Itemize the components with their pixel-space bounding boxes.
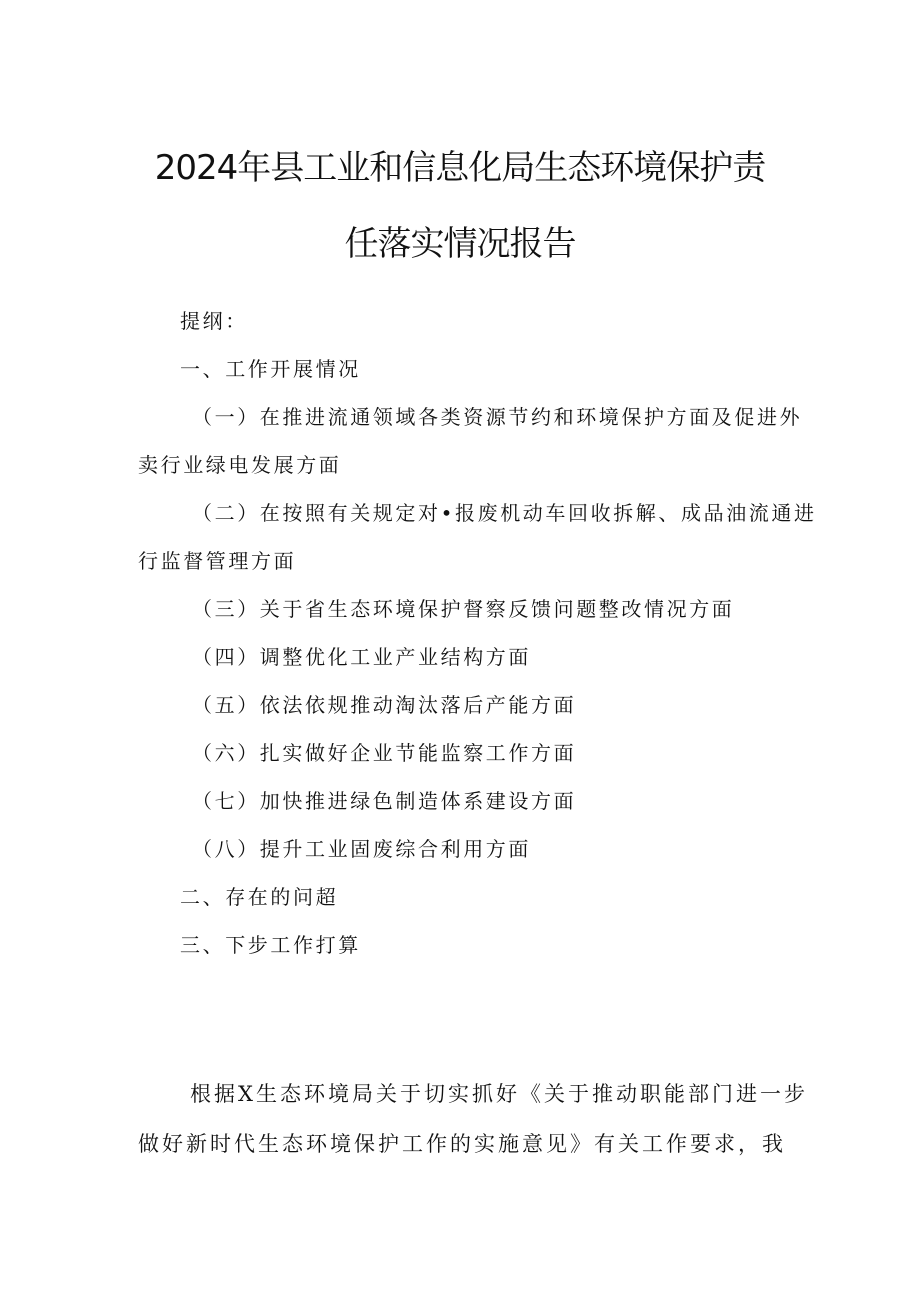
outline-item-1-line-1: （一）在推进流通领域各类资源节约和环境保护方面及促进外 bbox=[192, 405, 803, 429]
outline-section-1: 一、工作开展情况 bbox=[180, 357, 361, 381]
outline-item-2-line-1: （二）在按照有关规定对•报废机动车回收拆解、成品油流通进 bbox=[192, 501, 817, 525]
outline-section-2: 二、存在的问超 bbox=[180, 885, 339, 909]
outline-item-7: （七）加快推进绿色制造体系建设方面 bbox=[192, 789, 577, 813]
document-title-line-2: 任落实情况报告 bbox=[344, 224, 576, 264]
outline-item-1-line-2: 卖行业绿电发展方面 bbox=[138, 453, 342, 477]
outline-item-8: （八）提升工业固废综合利用方面 bbox=[192, 837, 531, 861]
outline-item-2-line-2: 行监督管理方面 bbox=[138, 549, 297, 573]
outline-label: 提纲： bbox=[180, 309, 248, 333]
outline-section-3: 三、下步工作打算 bbox=[180, 933, 361, 957]
outline-item-3: （三）关于省生态环境保护督察反馈问题整改情况方面 bbox=[192, 597, 735, 621]
body-paragraph-line-1: 根据X生态环境局关于切实抓好《关于推动职能部门进一步 bbox=[190, 1082, 808, 1106]
outline-item-5: （五）依法依规推动淘汰落后产能方面 bbox=[192, 693, 577, 717]
body-paragraph-line-2: 做好新时代生态环境保护工作的实施意见》有关工作要求，我 bbox=[138, 1132, 786, 1156]
outline-item-6: （六）扎实做好企业节能监察工作方面 bbox=[192, 741, 577, 765]
document-title-line-1: 2024年县工业和信息化局生态环境保护责 bbox=[154, 148, 766, 188]
outline-item-4: （四）调整优化工业产业结构方面 bbox=[192, 645, 531, 669]
